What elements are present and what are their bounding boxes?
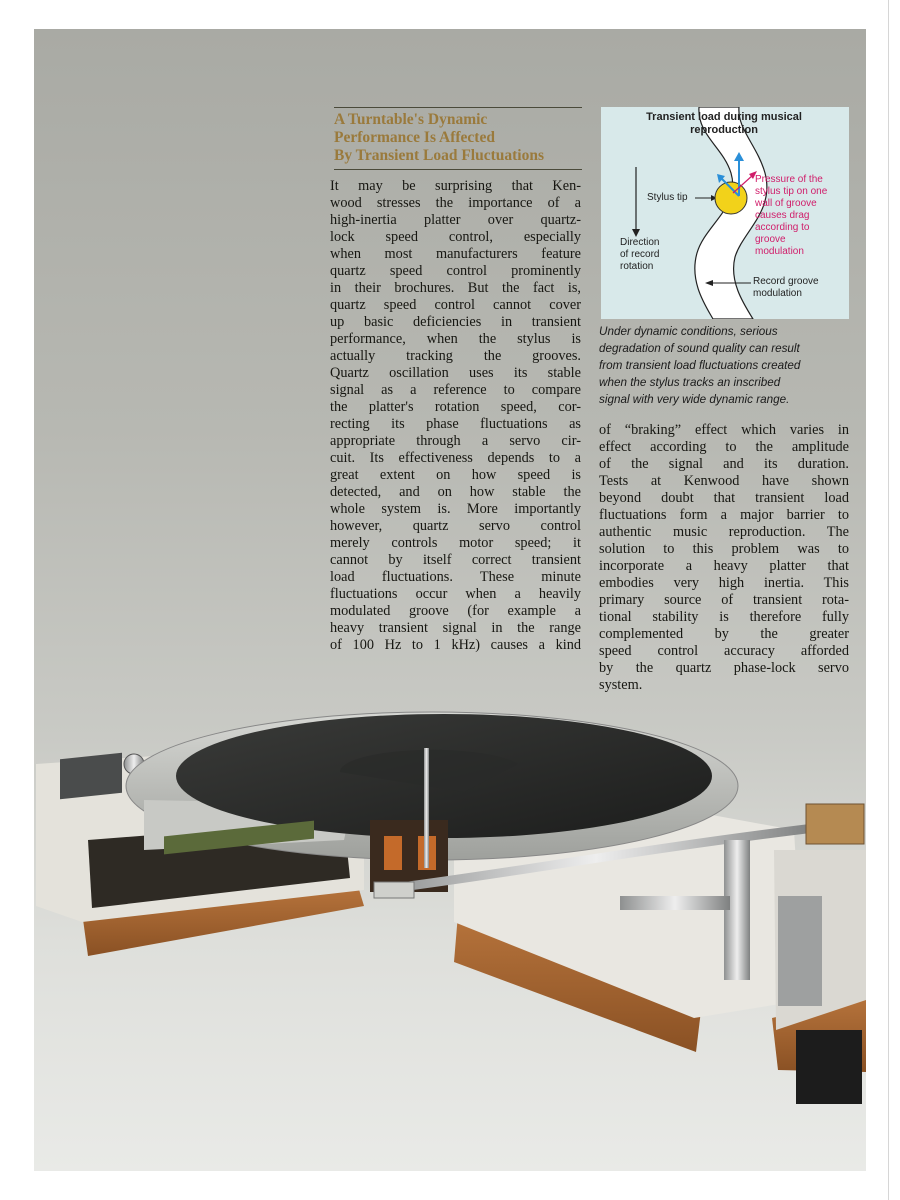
body-line: authentic music reproduction. The xyxy=(599,524,849,540)
label-line: wall of groove xyxy=(755,198,817,209)
direction-label xyxy=(620,237,700,273)
body-line: solution to this problem was to xyxy=(599,541,849,557)
body-line: fluctuations occur when a heavily xyxy=(330,586,581,602)
body-line: lock speed control, especially xyxy=(330,229,581,245)
body-line: quartz speed control cannot cover xyxy=(330,297,581,313)
body-line: Quartz oscillation uses its stable xyxy=(330,365,581,381)
transient-load-diagram xyxy=(601,107,849,319)
caption-line: from transient load fluctuations created xyxy=(599,359,801,372)
headline-rule-bottom xyxy=(334,169,582,170)
label-line: of record xyxy=(620,249,660,260)
motor-coil xyxy=(384,836,402,870)
headline-line: A Turntable's Dynamic xyxy=(334,111,488,128)
counterweight xyxy=(806,804,864,844)
caption-line: signal with very wide dynamic range. xyxy=(599,393,790,406)
body-line: of 100 Hz to 1 kHz) causes a kind xyxy=(330,637,581,653)
body-line: quartz speed control prominently xyxy=(330,263,581,279)
body-line: speed control accuracy afforded xyxy=(599,643,849,659)
body-line: of the signal and its duration. xyxy=(599,456,849,472)
label-line: Record groove xyxy=(753,276,819,287)
body-line: by the quartz phase-lock servo xyxy=(599,660,849,676)
diagram-title-line: Transient load during musical xyxy=(646,111,802,123)
body-line: whole system is. More importantly xyxy=(330,501,581,517)
headline-line: Performance Is Affected xyxy=(334,129,495,146)
body-line: incorporate a heavy platter that xyxy=(599,558,849,574)
body-line: wood stresses the importance of a xyxy=(330,195,581,211)
label-line: modulation xyxy=(755,246,804,257)
body-line: beyond doubt that transient load xyxy=(599,490,849,506)
headline xyxy=(334,111,584,165)
body-line: appropriate through a servo cir- xyxy=(330,433,581,449)
body-line: cuit. Its effectiveness depends to a xyxy=(330,450,581,466)
body-line: however, quartz servo control xyxy=(330,518,581,534)
body-line: the platter's rotation speed, cor- xyxy=(330,399,581,415)
body-line: recting its phase fluctuations as xyxy=(330,416,581,432)
diagram-title-line: reproduction xyxy=(690,124,758,136)
page-edge xyxy=(888,0,889,1200)
body-line: complemented by the greater xyxy=(599,626,849,642)
label-line: stylus tip on one xyxy=(755,186,828,197)
arm-base xyxy=(778,896,822,1006)
body-line: of “braking” effect which varies in xyxy=(599,422,849,438)
body-line: performance, when the stylus is xyxy=(330,331,581,347)
label-line: modulation xyxy=(753,288,802,299)
direction-arrowhead xyxy=(632,229,640,237)
body-line: cannot by itself correct transient xyxy=(330,552,581,568)
body-line: modulated groove (for example a xyxy=(330,603,581,619)
body-line: load fluctuations. These minute xyxy=(330,569,581,585)
spindle xyxy=(424,748,429,868)
foot xyxy=(796,1030,862,1104)
body-line: fluctuations form a major barrier to xyxy=(599,507,849,523)
caption-line: degradation of sound quality can result xyxy=(599,342,800,355)
label-line: rotation xyxy=(620,261,654,272)
groove-label xyxy=(753,276,845,300)
label-line: causes drag xyxy=(755,210,810,221)
body-line: system. xyxy=(599,677,643,693)
body-line: when most manufacturers feature xyxy=(330,246,581,262)
label-line: groove xyxy=(755,234,786,245)
arm-lift xyxy=(620,896,730,910)
turntable-cutaway-illustration xyxy=(34,700,866,1140)
headline-line: By Transient Load Fluctuations xyxy=(334,147,545,164)
top-margin xyxy=(0,0,900,29)
body-line: primary source of transient rota- xyxy=(599,592,849,608)
stylus-tip-label: Stylus tip xyxy=(647,192,688,203)
scrollbar-track[interactable] xyxy=(868,0,900,1200)
body-line: signal as a reference to compare xyxy=(330,382,581,398)
body-column-right xyxy=(599,422,849,694)
body-line: heavy transient signal in the range xyxy=(330,620,581,636)
body-column-left xyxy=(330,178,581,654)
diagram-title xyxy=(624,111,824,137)
diagram-caption xyxy=(599,323,853,408)
label-line: Pressure of the xyxy=(755,174,823,185)
body-line: detected, and on how stable the xyxy=(330,484,581,500)
body-line: merely controls motor speed; it xyxy=(330,535,581,551)
headshell xyxy=(374,882,414,898)
label-line: according to xyxy=(755,222,810,233)
body-line: embodies very high inertia. This xyxy=(599,575,849,591)
control-panel xyxy=(60,753,122,800)
body-line: It may be surprising that Ken- xyxy=(330,178,581,194)
body-line: tional stability is therefore fully xyxy=(599,609,849,625)
body-line: actually tracking the grooves. xyxy=(330,348,581,364)
caption-line: Under dynamic conditions, serious xyxy=(599,325,778,338)
body-line: great extent on how speed is xyxy=(330,467,581,483)
headline-rule-top xyxy=(334,107,582,108)
body-line: up basic deficiencies in transient xyxy=(330,314,581,330)
body-line: Tests at Kenwood have shown xyxy=(599,473,849,489)
caption-line: when the stylus tracks an inscribed xyxy=(599,376,781,389)
body-line: in their brochures. But the fact is, xyxy=(330,280,581,296)
body-line: high-inertia platter over quartz- xyxy=(330,212,581,228)
body-line: effect according to the amplitude xyxy=(599,439,849,455)
pressure-label xyxy=(755,174,847,258)
label-line: Direction xyxy=(620,237,660,248)
